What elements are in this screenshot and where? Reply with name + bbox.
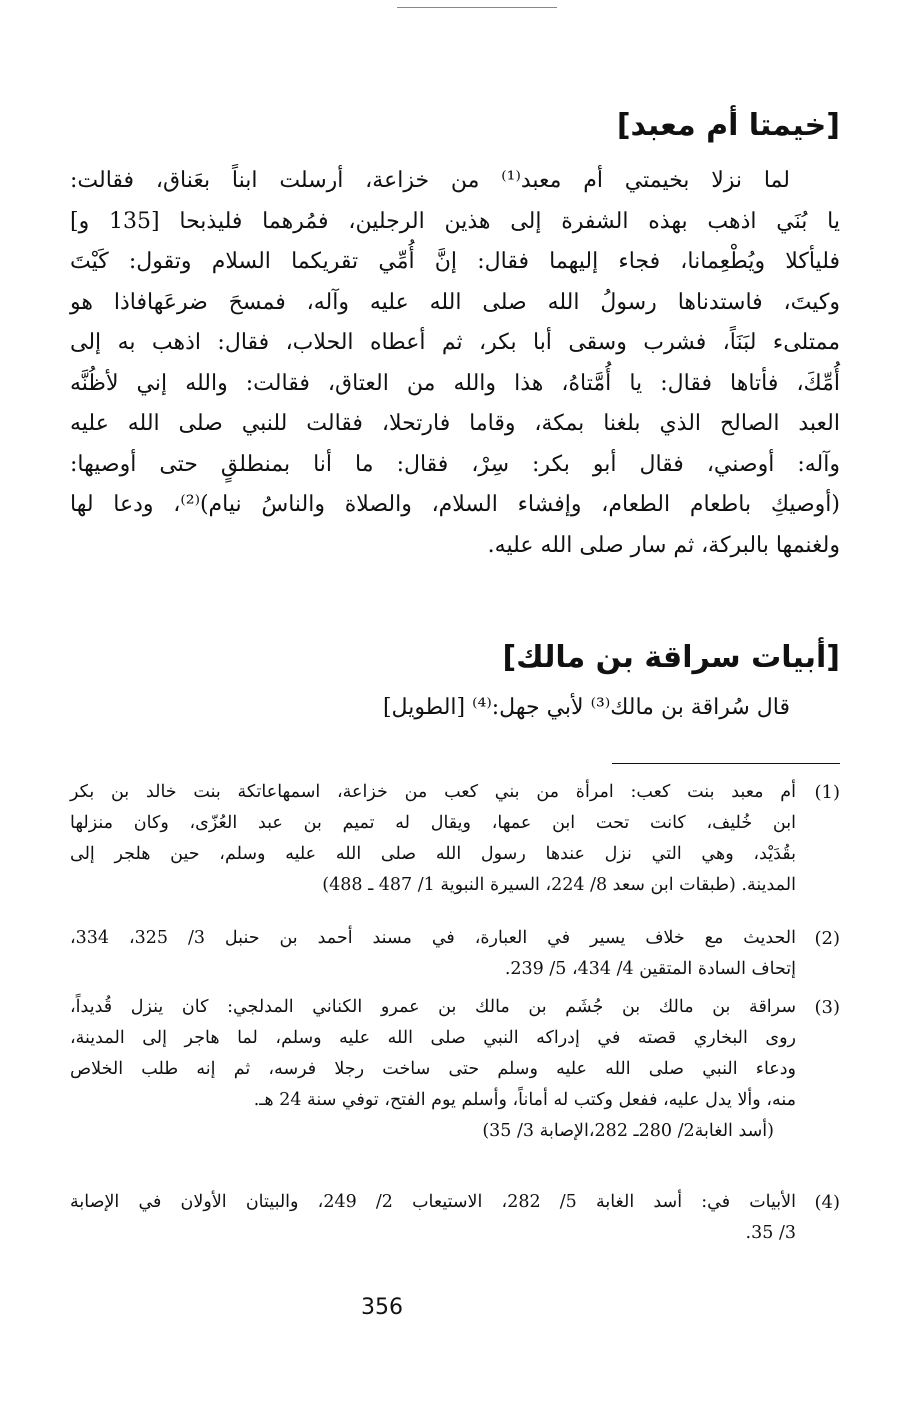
footnote-line: ودعاء النبي صلى الله عليه وسلم حتى ساخت رجلا فرسه، ثم إنه طلب الخلاص [70,1059,796,1079]
verse-intro: قال سُراقة بن مالك⁽³⁾ لأبي جهل:⁽⁴⁾ [الطويل] [382,695,790,720]
footnote-line: الأبيات في: أسد الغابة 5/ 282، الاستيعاب 2/ 249، والبيتان الأولان في الإصابة [70,1192,797,1212]
text-line: لما نزلا بخيمتي أم معبد⁽¹⁾ من خزاعة، أرسلت ابناً بعَناق، فقالت: [70,168,790,193]
footnote-line: منه، وألا يدل عليه، ففعل وكتب له أماناً، وأسلم يوم الفتح، توفي سنة 24 هـ. [253,1090,796,1110]
page [70,0,840,1413]
footnote-line: إتحاف السادة المتقين 4/ 434، 5/ 239. [504,959,796,979]
text-line: فليأكلا ويُطْعِمانا، فجاء إليهما فقال: إنَّ أُمِّي تقريكما السلام وتقول: كَيْتَ [70,249,840,274]
footnote-text [70,1187,796,1249]
footnote-line: (أسد الغابة2/ 280ـ 282،الإصابة 3/ 35) [482,1121,774,1141]
footnote-number: (2) [814,928,840,949]
text-line: ممتلىء لبَنَاً، فشرب وسقى أبا بكر، ثم أعطاه الحلاب، فقال: اذهب به إلى [70,330,840,355]
main-text [70,161,840,566]
text-line: العبد الصالح الذي بلغنا بمكة، وقاما فارتحلا، فقالت للنبي صلى الله عليه [70,411,840,436]
text-line: وآله: أوصني، فقال أبو بكر: سِرْ، فقال: ما أنا بمنطلقٍ حتى أوصيها: [70,451,840,477]
footnote-line: روى البخاري قصته في إدراكه النبي صلى الله عليه وسلم، لما هاجر إلى المدينة، [70,1028,796,1048]
footnote-text [70,777,796,901]
footnote-line: سراقة بن مالك بن جُشَم بن مالك بن عمرو الكناني المدلجي: كان ينزل قُديداً، [70,997,796,1017]
footnote-line: أم معبد بنت كعب: امرأة من بني كعب من خزاعة، اسمهاعاتكة بنت خالد بن بكر [70,782,796,802]
text-line: وكيتَ، فاستدناها رسولُ الله صلى الله عليه وآله، فمسحَ ضرعَهافاذا هو [70,289,840,315]
page-number: 356 [361,1295,403,1320]
footnote-line: ابن خُليف، كانت تحت ابن عمها، ويقال له تميم بن عبد العُزّى، وكان منزلها [70,813,796,833]
section-heading-suraqa: [أبيات سراقة بن مالك] [502,640,840,675]
footnote-separator [612,763,840,764]
footnote-line: المدينة. (طبقات ابن سعد 8/ 224، السيرة النبوية 1/ 487 ـ 488) [322,875,796,895]
text-line: (أوصيكِ باطعام الطعام، وإفشاء السلام، والصلاة والناسُ نيام)⁽²⁾، ودعا لها [70,492,840,517]
footnote-number: (3) [814,997,840,1018]
footnote-line: بقُدَيْد، وهي التي نزل عندها رسول الله صلى الله عليه وسلم، حين هلجر إلى [70,844,796,864]
footnote-line: 3/ 35. [745,1223,796,1243]
footnote-number: (1) [814,782,840,803]
text-line: يا بُنَي اذهب بهذه الشفرة إلى هذين الرجلين، فمُرهما فليذبحا [135 و] [70,208,840,234]
section-heading-umm-mabad: [خيمتا أم معبد] [616,108,840,143]
text-line: أُمِّكَ، فأتاها فقال: يا أُمَّتاهُ، هذا والله من العتاق، فقالت: والله إني لأظُنَّه [70,370,840,396]
text-line: ولغنمها بالبركة، ثم سار صلى الله عليه. [487,532,840,558]
footnote-text [70,923,796,985]
footnote-text [70,992,796,1147]
footnote-line: الحديث مع خلاف يسير في العبارة، في مسند أحمد بن حنبل 3/ 325، 334، [70,928,796,948]
footnote-number: (4) [814,1192,840,1213]
